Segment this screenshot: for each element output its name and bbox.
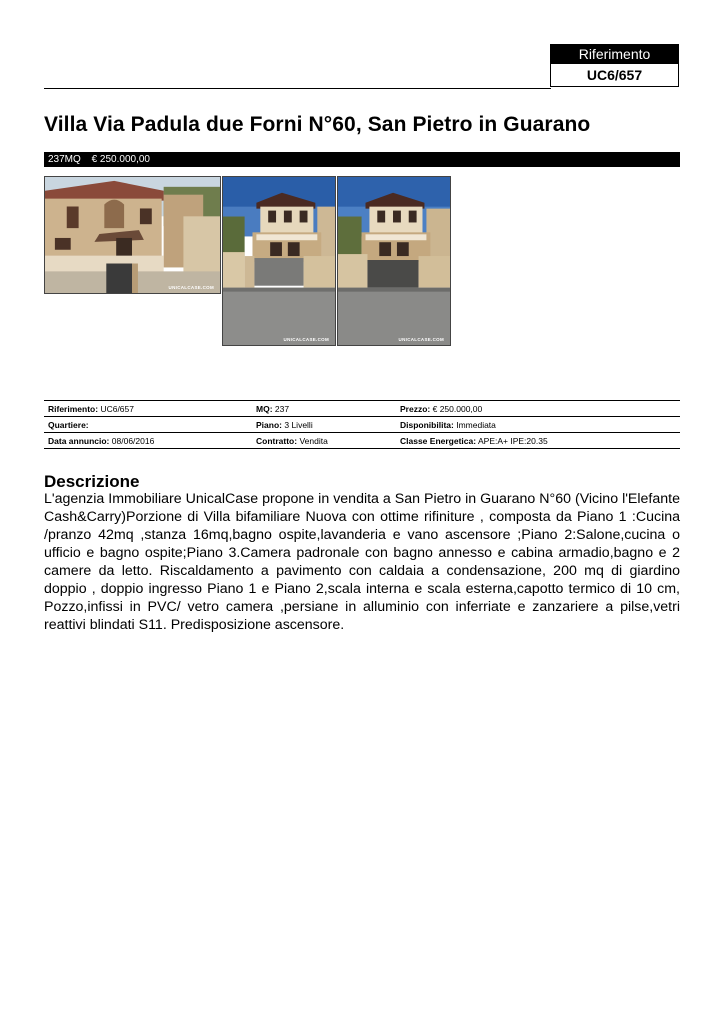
reference-box <box>550 44 679 88</box>
specs-table <box>44 400 680 449</box>
spec-riferimento: Riferimento: UC6/657 <box>44 401 252 417</box>
spec-disponibilita: Disponibilita: Immediata <box>396 417 680 433</box>
spec-classe-energetica: Classe Energetica: APE:A+ IPE:20.35 <box>396 433 680 449</box>
spec-data-annuncio: Data annuncio: 08/06/2016 <box>44 433 252 449</box>
header-divider <box>44 88 551 89</box>
house-photo-3[interactable] <box>337 176 451 346</box>
house-photo-icon <box>223 177 335 345</box>
price-bar <box>44 152 680 167</box>
house-photo-1[interactable] <box>44 176 221 294</box>
listing-title: Villa Via Padula due Forni N°60, San Pietro in Guarano <box>44 113 591 136</box>
watermark: UNICALCASE.COM <box>398 337 444 342</box>
table-row <box>44 401 680 417</box>
spec-prezzo: Prezzo: € 250.000,00 <box>396 401 680 417</box>
house-photo-2[interactable] <box>222 176 336 346</box>
house-photo-icon <box>45 177 220 293</box>
reference-code: UC6/657 <box>550 64 679 87</box>
price-value: € 250.000,00 <box>91 154 150 165</box>
table-row <box>44 417 680 433</box>
spec-quartiere: Quartiere: <box>44 417 252 433</box>
spec-contratto: Contratto: Vendita <box>252 433 396 449</box>
table-row <box>44 433 680 449</box>
spec-piano: Piano: 3 Livelli <box>252 417 396 433</box>
description-text: L'agenzia Immobiliare UnicalCase propone in vendita a San Pietro in Guarano N°60 (Vicino l'Elefante Cash&Carry)Porzione di Villa bifamiliare Nuova con ottime rifiniture , composta da Piano 1 :Cucina /pranzo 42mq ,stanza 16mq,bagno ospite,lavanderia e vano ascensore ;Piano 2:Salone,cucina o ufficio e bagno ospite;Piano 3.Camera padronale con bagno annesso e cabina armadio,bagno e 2 camere da letto. Riscaldamento a pavimento con caldaia a condensazione, 200 mq di giardino doppio , doppio ingresso Piano 1 e Piano 2,scala interna e scala esterna,capotto termico di 10 cm, Pozzo,infissi in PVC/ vetro camera ,persiane in alluminio con inferriate e zanzariere a pilse,vetri reattivi blindati S11. Predisposizione ascensore. <box>44 491 680 633</box>
watermark: UNICALCASE.COM <box>283 337 329 342</box>
size-value: 237MQ <box>48 154 81 165</box>
house-photo-icon <box>338 177 450 345</box>
spec-mq: MQ: 237 <box>252 401 396 417</box>
watermark: UNICALCASE.COM <box>168 285 214 290</box>
description-heading: Descrizione <box>44 472 140 491</box>
reference-label: Riferimento <box>550 44 679 64</box>
